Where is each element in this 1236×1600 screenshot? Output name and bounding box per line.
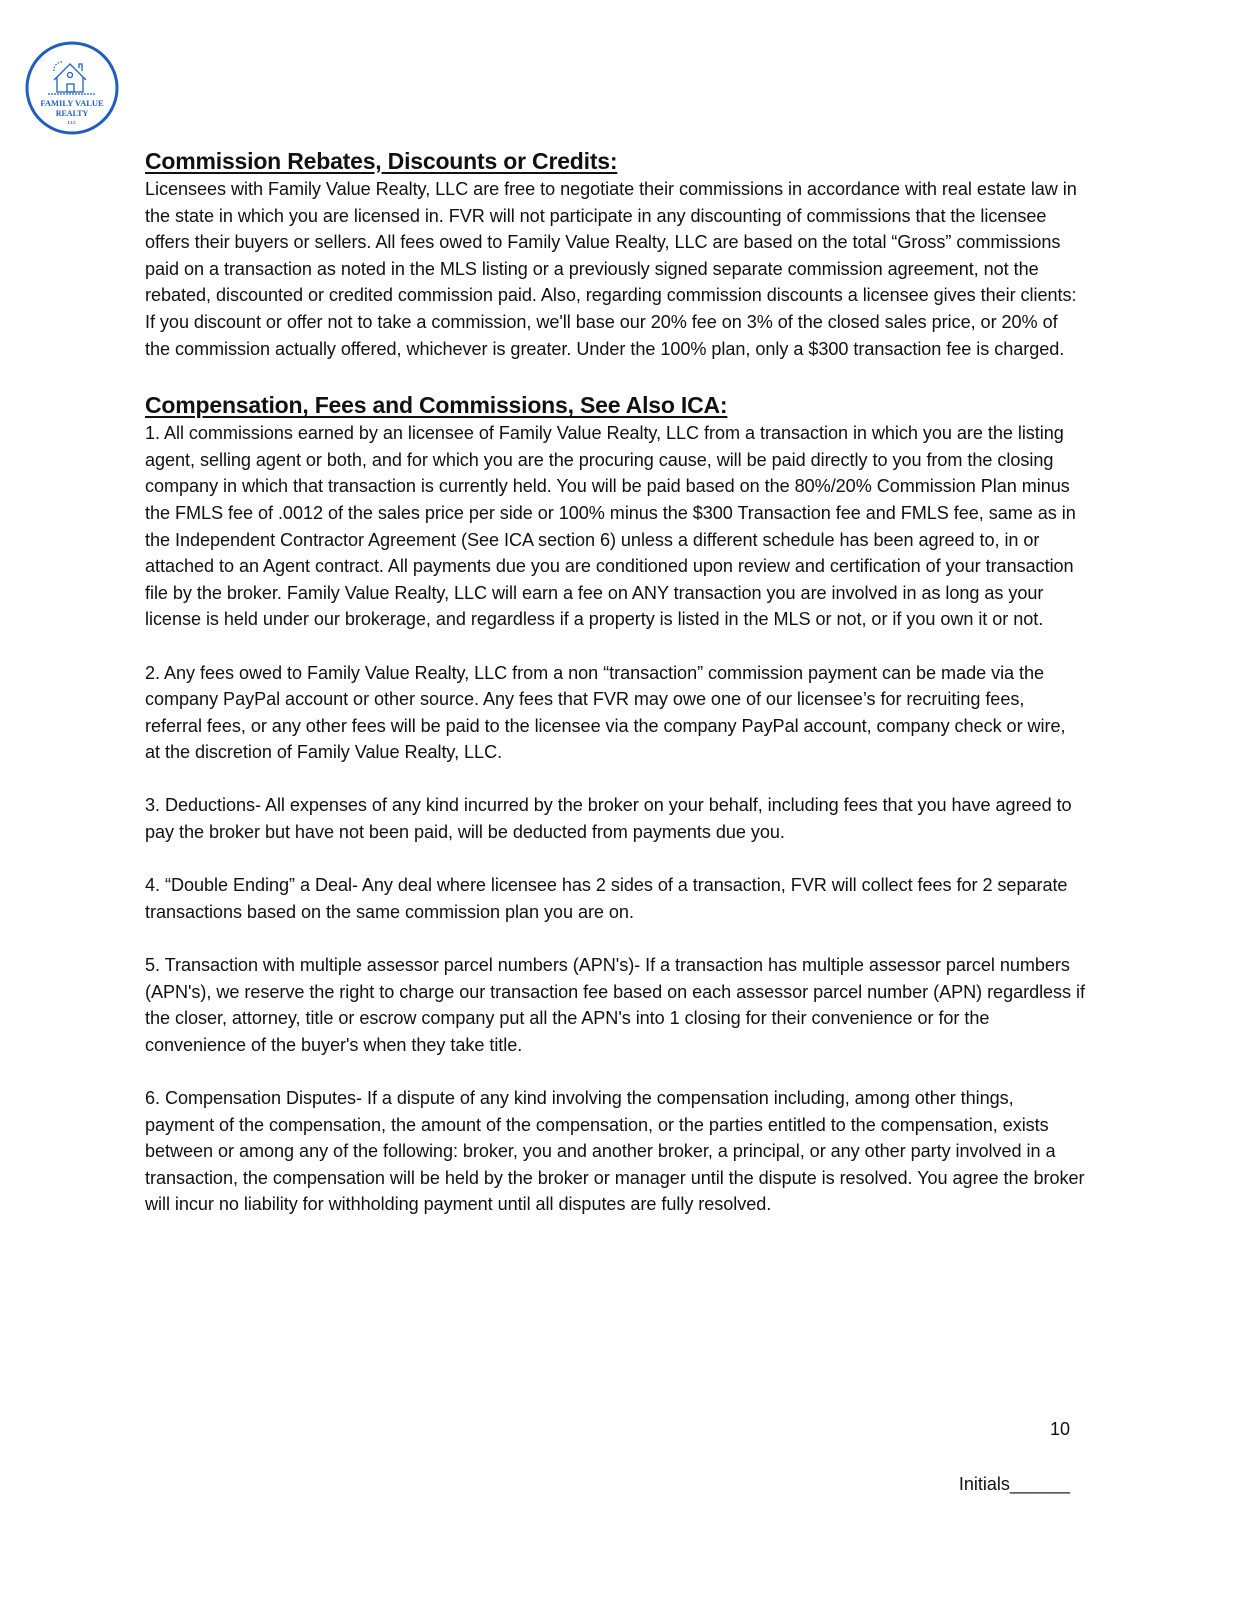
logo-line1: FAMILY VALUE xyxy=(40,98,104,108)
logo-line3: LLC xyxy=(67,120,77,125)
logo-line2: REALTY xyxy=(55,109,89,118)
paragraph-item-2: 2. Any fees owed to Family Value Realty, LLC from a non “transaction” commission payment can be made via the company PayPal account or other source. Any fees that FVR may owe one of our licensee’s for recruiting fees, referral fees, or any other fees will be paid to the licensee via the company PayPal account, company check or wire, at the discretion of Family Value Realty, LLC. xyxy=(145,662,1066,763)
section-heading: Commission Rebates, Discounts or Credits: xyxy=(145,148,618,174)
company-logo xyxy=(24,40,120,136)
page-number: 10 xyxy=(1049,1419,1070,1439)
section-commission-rebates xyxy=(145,146,1085,362)
paragraph-item-5: 5. Transaction with multiple assessor parcel numbers (APN's)- If a transaction has multiple assessor parcel numbers (APN's), we reserve the right to charge our transaction fee based on each assessor parcel number (APN) regardless if the closer, attorney, title or escrow company put all the APN's into 1 closing for their convenience or for the convenience of the buyer's when they take title. xyxy=(145,955,1085,1055)
paragraph-item-6: 6. Compensation Disputes- If a dispute of any kind involving the compensation including, among other things, payment of the compensation, the amount of the compensation, or the parties entitled to the compensation, exists between or among any of the following: broker, you and another broker, a principal, or any other party involved in a transaction, the compensation will be held by the broker or manager until the dispute is resolved. You agree the broker will incur no liability for withholding payment until all disputes are fully resolved. xyxy=(145,1088,1085,1215)
paragraph-item-1: 1. All commissions earned by an licensee of Family Value Realty, LLC from a transaction in which you are the listing agent, selling agent or both, and for which you are the procuring cause, will be paid directly to you from the closing company in which that transaction is currently held. You will be paid based on the 80%/20% Commission Plan minus the FMLS fee of .0012 of the sales price per side or 100% minus the $300 Transaction fee and FMLS fee, same as in the Independent Contractor Agreement (See ICA section 6) unless a different schedule has been agreed to, in or attached to an Agent contract. All payments due you are conditioned upon review and certification of your transaction file by the broker. Family Value Realty, LLC will earn a fee on ANY transaction you are involved in as long as your license is held under our brokerage, and regardless if a property is listed in the MLS or not, or if you own it or not. xyxy=(145,423,1076,630)
paragraph-item-3: 3. Deductions- All expenses of any kind incurred by the broker on your behalf, including fees that you have agreed to pay the broker but have not been paid, will be deducted from payments due you. xyxy=(145,795,1072,843)
paragraph-item-4: 4. “Double Ending” a Deal- Any deal where licensee has 2 sides of a transaction, FVR will collect fees for 2 separate transactions based on the same commission plan you are on. xyxy=(145,875,1068,922)
section-heading: Compensation, Fees and Commissions, See Also ICA: xyxy=(145,392,728,419)
section-compensation-fees xyxy=(145,390,1085,1218)
initials-field: Initials______ xyxy=(958,1474,1070,1494)
document-body xyxy=(145,146,1085,1218)
paragraph: Licensees with Family Value Realty, LLC are free to negotiate their commissions in accordance with real estate law in the state in which you are licensed in. FVR will not participate in any discounting of commissions that the licensee offers their buyers or sellers. All fees owed to Family Value Realty, LLC are based on the total “Gross” commissions paid on a transaction as noted in the MLS listing or a previously signed separate commission agreement, not the rebated, discounted or credited commission paid. Also, regarding commission discounts a licensee gives their clients: If you discount or offer not to take a commission, we'll base our 20% fee on 3% of the closed sales price, or 20% of the commission actually offered, whichever is greater. Under the 100% plan, only a $300 transaction fee is charged. xyxy=(145,179,1077,359)
house-logo-icon xyxy=(24,40,120,136)
